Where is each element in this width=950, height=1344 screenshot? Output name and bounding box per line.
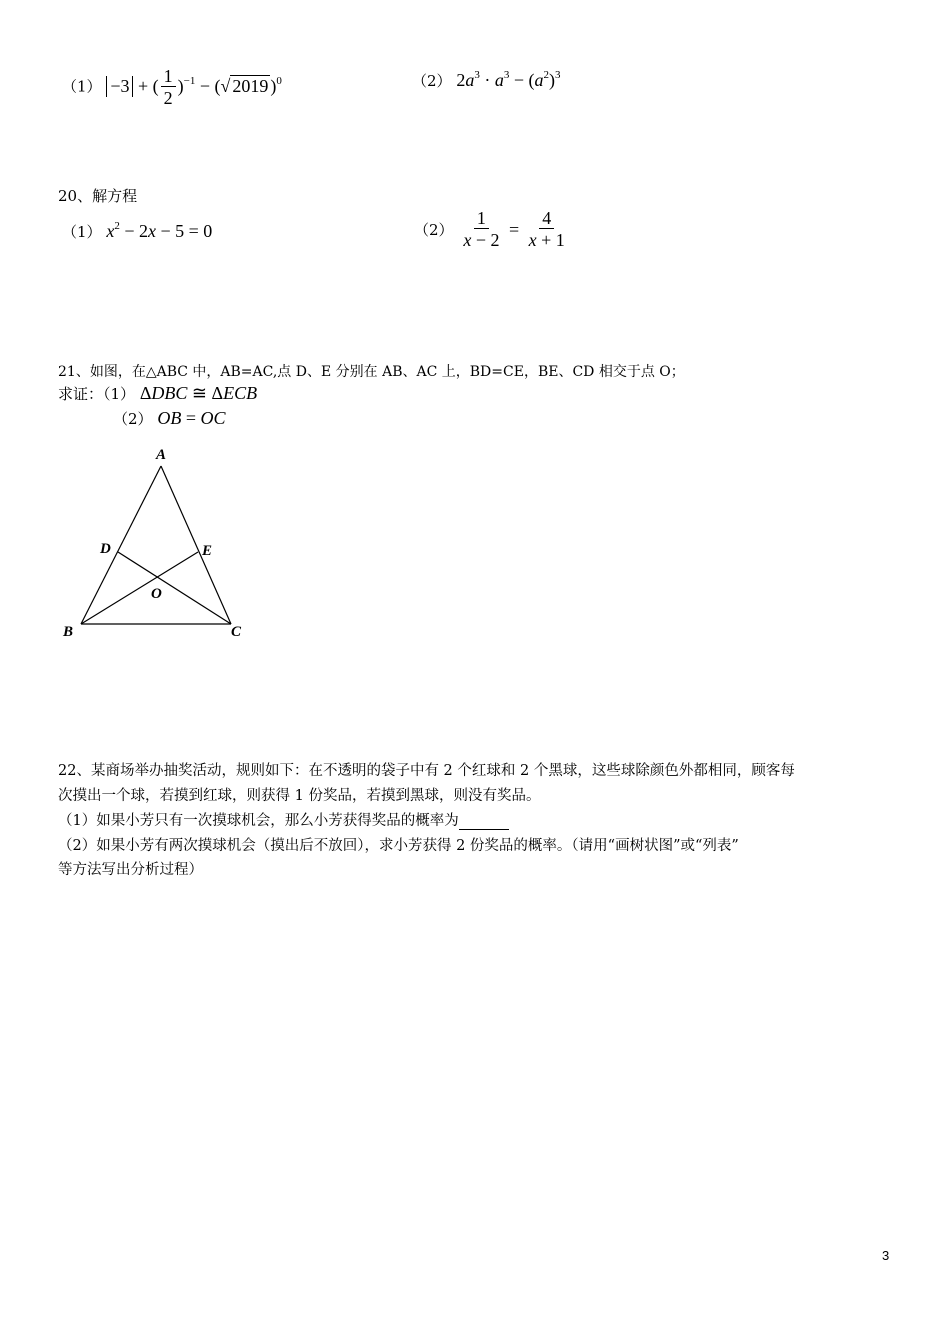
q21-part2-label: （2） [113,410,153,428]
q20-part1-label: （1） [62,223,102,241]
q19-part2-expression: $2a^3 \cdot a^3 - (a^2)^3$ [456,69,561,90]
label-a: A [156,447,167,463]
q21-title: 21、如图，在△ABC 中，AB=AC,点 D、E 分别在 AB、AC 上，BD=CE，BE、CD 相交于点 O； [58,364,685,380]
q19-part2-label: （2） [412,72,452,90]
q20-part1 [62,221,212,242]
label-d: D [100,541,111,557]
q19-part2 [412,70,560,91]
q20-part2-label: （2） [414,221,454,240]
q20-title: 20、解方程 [58,187,138,205]
q19-part1-label: （1） [62,77,102,96]
q22-line1: 22、某商场举办抽奖活动，规则如下：在不透明的袋子中有 2 个红球和 2 个黑球，这些球除颜色外都相同，顾客每 [58,763,795,779]
q21-prove-1 [58,383,257,404]
q22-line5: 等方法写出分析过程） [58,862,203,878]
segment-cd [118,552,231,624]
q21-prove-2 [113,408,226,429]
q19-part1 [62,66,282,109]
segment-ab [81,466,161,624]
label-o: O [151,586,162,602]
answer-blank[interactable] [459,815,509,830]
segment-ac [161,466,231,624]
q20-part1-equation: $x^2 - 2x - 5 = 0$ [106,220,213,241]
q19-part1-expression: −3 + ( $\frac{1}{2}$ )$^{-1}$ − (√ 2019 )$^0$ [106,76,282,96]
segment-be [81,552,198,624]
q22-line3 [58,809,509,830]
triangle-figure [55,440,275,645]
q21-prove-label: 求证：（1） [58,385,136,403]
q22-line2: 次摸出一个球，若摸到红球，则获得 1 份奖品，若摸到黑球，则没有奖品。 [58,788,541,804]
q20-part2 [414,208,570,251]
page-number: 3 [882,1248,890,1263]
q21-equality-statement: OB = OC [157,408,226,428]
label-c: C [231,624,242,640]
q22-line4: （2）如果小芳有两次摸球机会（摸出后不放回），求小芳获得 2 份奖品的概率。（请用“画树状图”或“列表” [58,838,739,854]
q22-question1: （1）如果小芳只有一次摸球机会，那么小芳获得奖品的概率为 [58,813,459,829]
label-e: E [202,543,213,559]
label-b: B [63,624,74,640]
q20-part2-equation: $\frac{1}{x - 2}$ = $\frac{4}{x + 1}$ [463,208,565,250]
q21-congruence-statement: ΔDBC ≅ ΔECB [139,383,258,403]
